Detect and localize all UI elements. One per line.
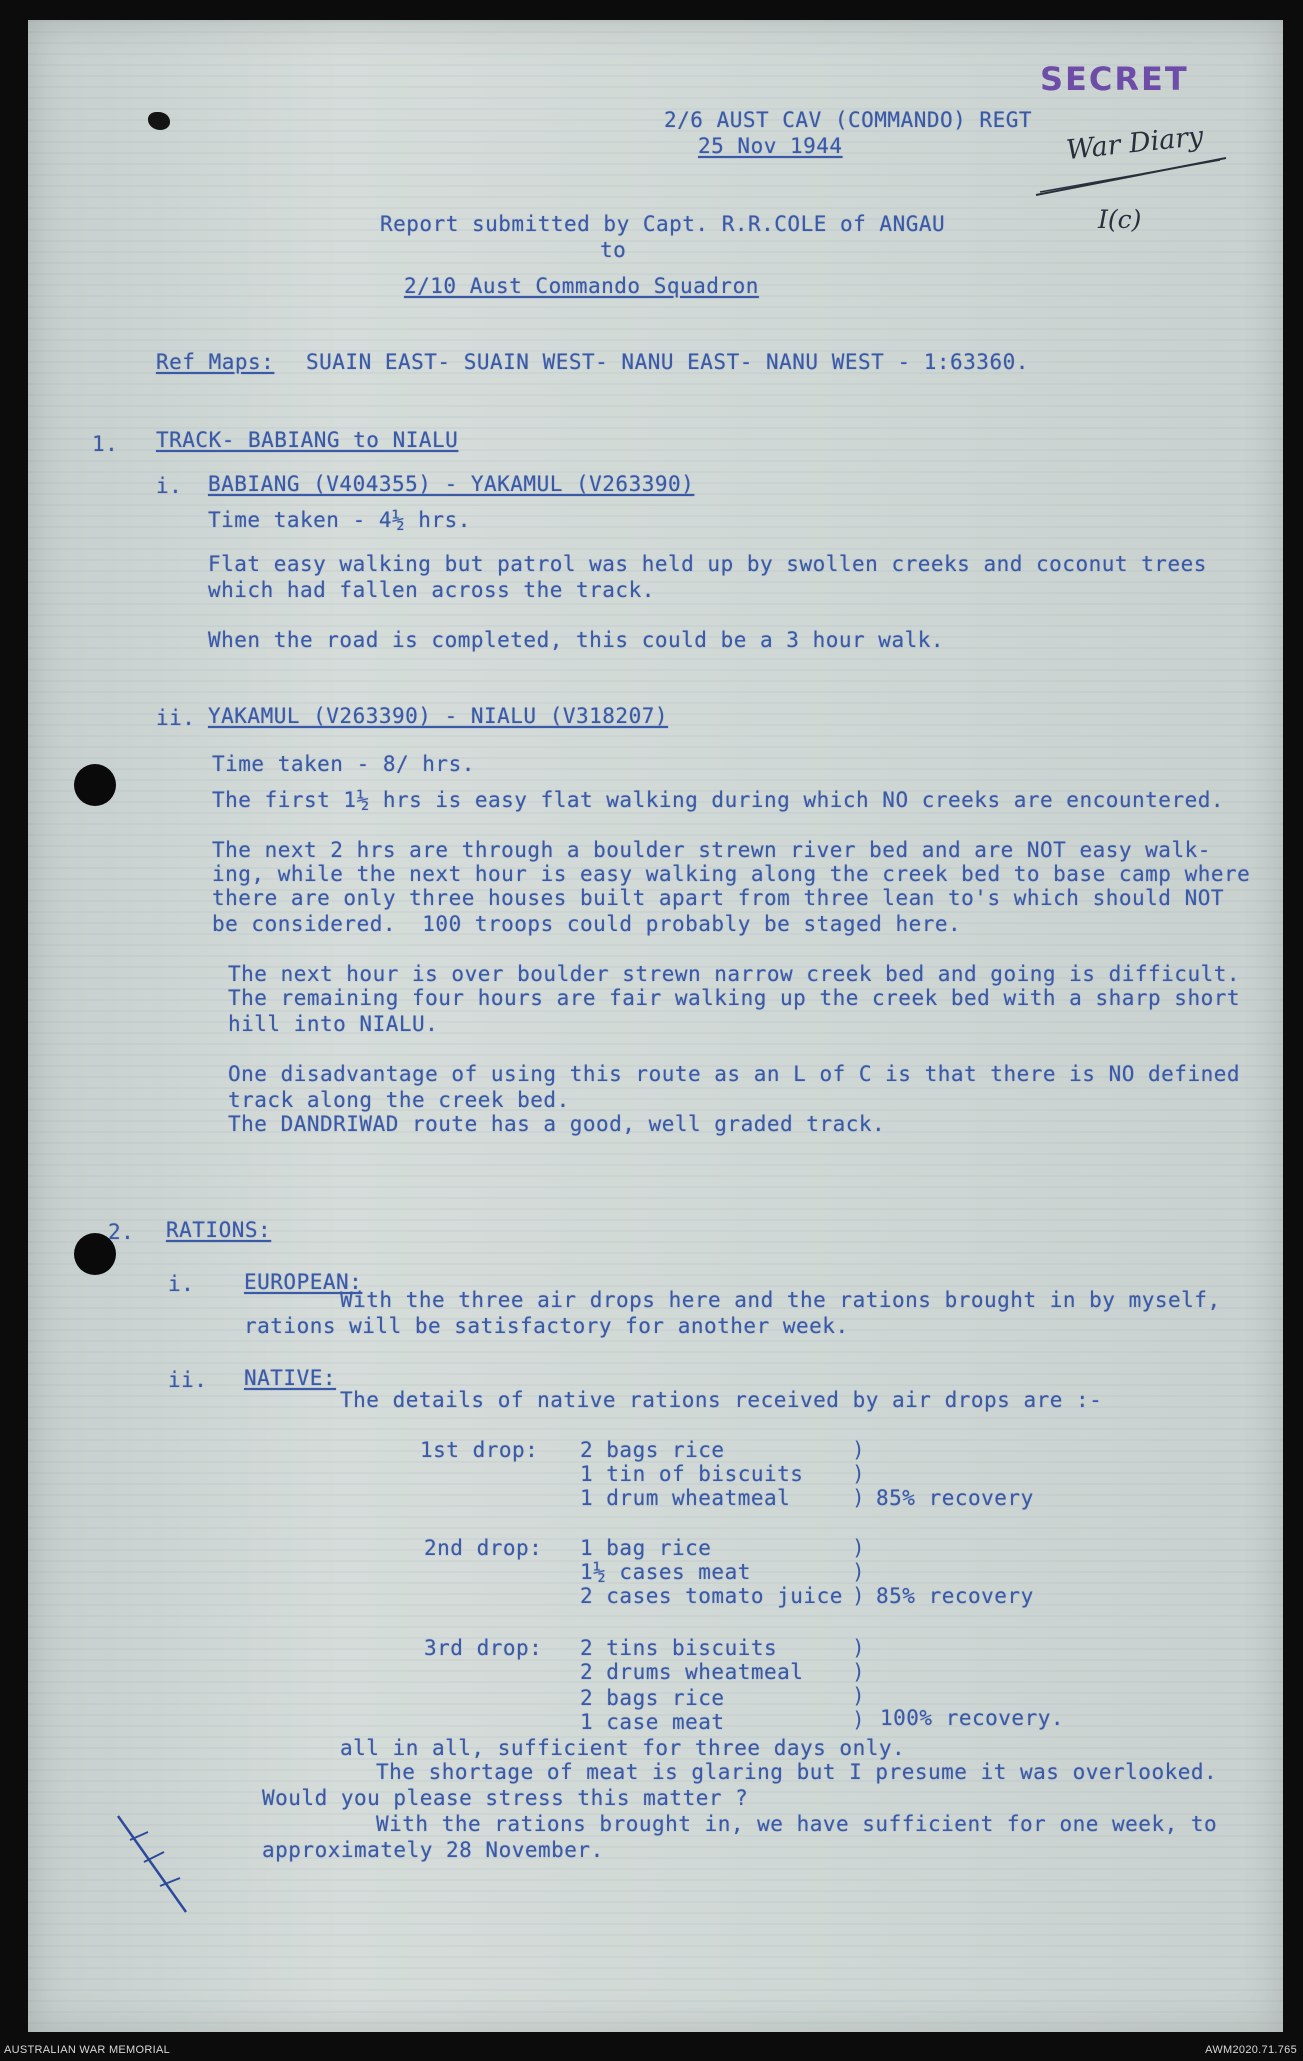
sub1-number: i. (156, 474, 183, 498)
native-number: ii. (168, 1368, 208, 1392)
section1-number: 1. (92, 432, 119, 456)
footer-right: AWM2020.71.765 (1205, 2044, 1297, 2056)
sub2-p3-line2: The remaining four hours are fair walking up the creek bed with a sharp short (228, 986, 1241, 1010)
secret-stamp: SECRET (1040, 60, 1189, 98)
drop3-item1: 2 tins biscuits (580, 1636, 778, 1660)
drop1-item2: 1 tin of biscuits (580, 1462, 804, 1486)
sub2-p4-line3: The DANDRIWAD route has a good, well graded track. (228, 1112, 886, 1136)
conclusion-line5: approximately 28 November. (262, 1838, 604, 1862)
handwritten-war-diary: War Diary (1064, 120, 1205, 167)
european-heading: EUROPEAN: (244, 1270, 363, 1294)
drop2-label: 2nd drop: (424, 1536, 543, 1560)
ref-maps-value: SUAIN EAST- SUAIN WEST- NANU EAST- NANU WEST - 1:63360. (306, 350, 1029, 374)
conclusion-line1: all in all, sufficient for three days only. (340, 1736, 906, 1760)
sub2-p1: The first 1½ hrs is easy flat walking during which NO creeks are encountered. (212, 788, 1225, 812)
sub1-p1-line1: Flat easy walking but patrol was held up by swollen creeks and coconut trees (208, 552, 1207, 576)
conclusion-line4: With the rations brought in, we have sufficient for one week, to (376, 1812, 1218, 1836)
native-heading: NATIVE: (244, 1366, 337, 1390)
drop3-item2: 2 drums wheatmeal (580, 1660, 804, 1684)
ref-maps-label: Ref Maps: (156, 350, 275, 374)
drop2-item2: 1½ cases meat (580, 1560, 751, 1584)
drop1-item1: 2 bags rice (580, 1438, 725, 1462)
sub2-p3-line3: hill into NIALU. (228, 1012, 439, 1036)
drop3-bracket: ) ) ) ) (852, 1636, 865, 1732)
drop3-recovery: 100% recovery. (880, 1706, 1065, 1730)
sub2-number: ii. (156, 706, 196, 730)
sub2-p4-line1: One disadvantage of using this route as an L of C is that there is NO defined (228, 1062, 1241, 1086)
title-line3: 2/10 Aust Commando Squadron (404, 274, 759, 298)
sub2-heading: YAKAMUL (V263390) - NIALU (V318207) (208, 704, 669, 728)
drop1-item3: 1 drum wheatmeal (580, 1486, 791, 1510)
section1-title: TRACK- BABIANG to NIALU (156, 428, 459, 452)
title-line2: to (600, 238, 627, 262)
drop1-label: 1st drop: (420, 1438, 539, 1462)
drop2-item3: 2 cases tomato juice (580, 1584, 843, 1608)
punch-hole-top (74, 764, 116, 806)
footer-left: AUSTRALIAN WAR MEMORIAL (4, 2044, 171, 2056)
conclusion-line3: Would you please stress this matter ? (262, 1786, 749, 1810)
handwritten-code: I(c) (1098, 205, 1142, 234)
sub2-time: Time taken - 8/ hrs. (212, 752, 475, 776)
drop1-bracket: ) ) ) (852, 1438, 865, 1510)
pen-strike-mark (110, 1810, 200, 1920)
title-line1: Report submitted by Capt. R.R.COLE of ANGAU (380, 212, 946, 236)
drop2-item1: 1 bag rice (580, 1536, 712, 1560)
native-intro: The details of native rations received by air drops are :- (340, 1388, 1103, 1412)
ink-blot (148, 112, 170, 130)
sub2-p2-line2: ing, while the next hour is easy walking along the creek bed to base camp where (212, 862, 1251, 886)
section2-title: RATIONS: (166, 1218, 272, 1242)
drop1-recovery: 85% recovery (876, 1486, 1034, 1510)
european-line2: rations will be satisfactory for another week. (244, 1314, 849, 1338)
sub2-p2-line1: The next 2 hrs are through a boulder strewn river bed and are NOT easy walk- (212, 838, 1211, 862)
drop2-bracket: ) ) ) (852, 1536, 865, 1608)
sub1-p1-line2: which had fallen across the track. (208, 578, 655, 602)
section2-number: 2. (108, 1220, 135, 1244)
drop3-item4: 1 case meat (580, 1710, 725, 1734)
drop3-item3: 2 bags rice (580, 1686, 725, 1710)
sub2-p2-line3: there are only three houses built apart from three lean to's which should NOT (212, 886, 1225, 910)
handwritten-underline (1030, 150, 1230, 200)
conclusion-line2: The shortage of meat is glaring but I presume it was overlooked. (376, 1760, 1218, 1784)
european-number: i. (168, 1272, 195, 1296)
sub2-p2-line4: be considered. 100 troops could probably be staged here. (212, 912, 962, 936)
drop2-recovery: 85% recovery (876, 1584, 1034, 1608)
sub1-time: Time taken - 4½ hrs. (208, 508, 471, 532)
sub2-p3-line1: The next hour is over boulder strewn narrow creek bed and going is difficult. (228, 962, 1241, 986)
european-line1: With the three air drops here and the rations brought in by myself, (340, 1288, 1221, 1312)
unit-header: 2/6 AUST CAV (COMMANDO) REGT (664, 108, 1033, 132)
sub1-p2: When the road is completed, this could be a 3 hour walk. (208, 628, 945, 652)
sub1-heading: BABIANG (V404355) - YAKAMUL (V263390) (208, 472, 695, 496)
drop3-label: 3rd drop: (424, 1636, 543, 1660)
sub2-p4-line2: track along the creek bed. (228, 1088, 570, 1112)
report-date: 25 Nov 1944 (698, 134, 843, 158)
